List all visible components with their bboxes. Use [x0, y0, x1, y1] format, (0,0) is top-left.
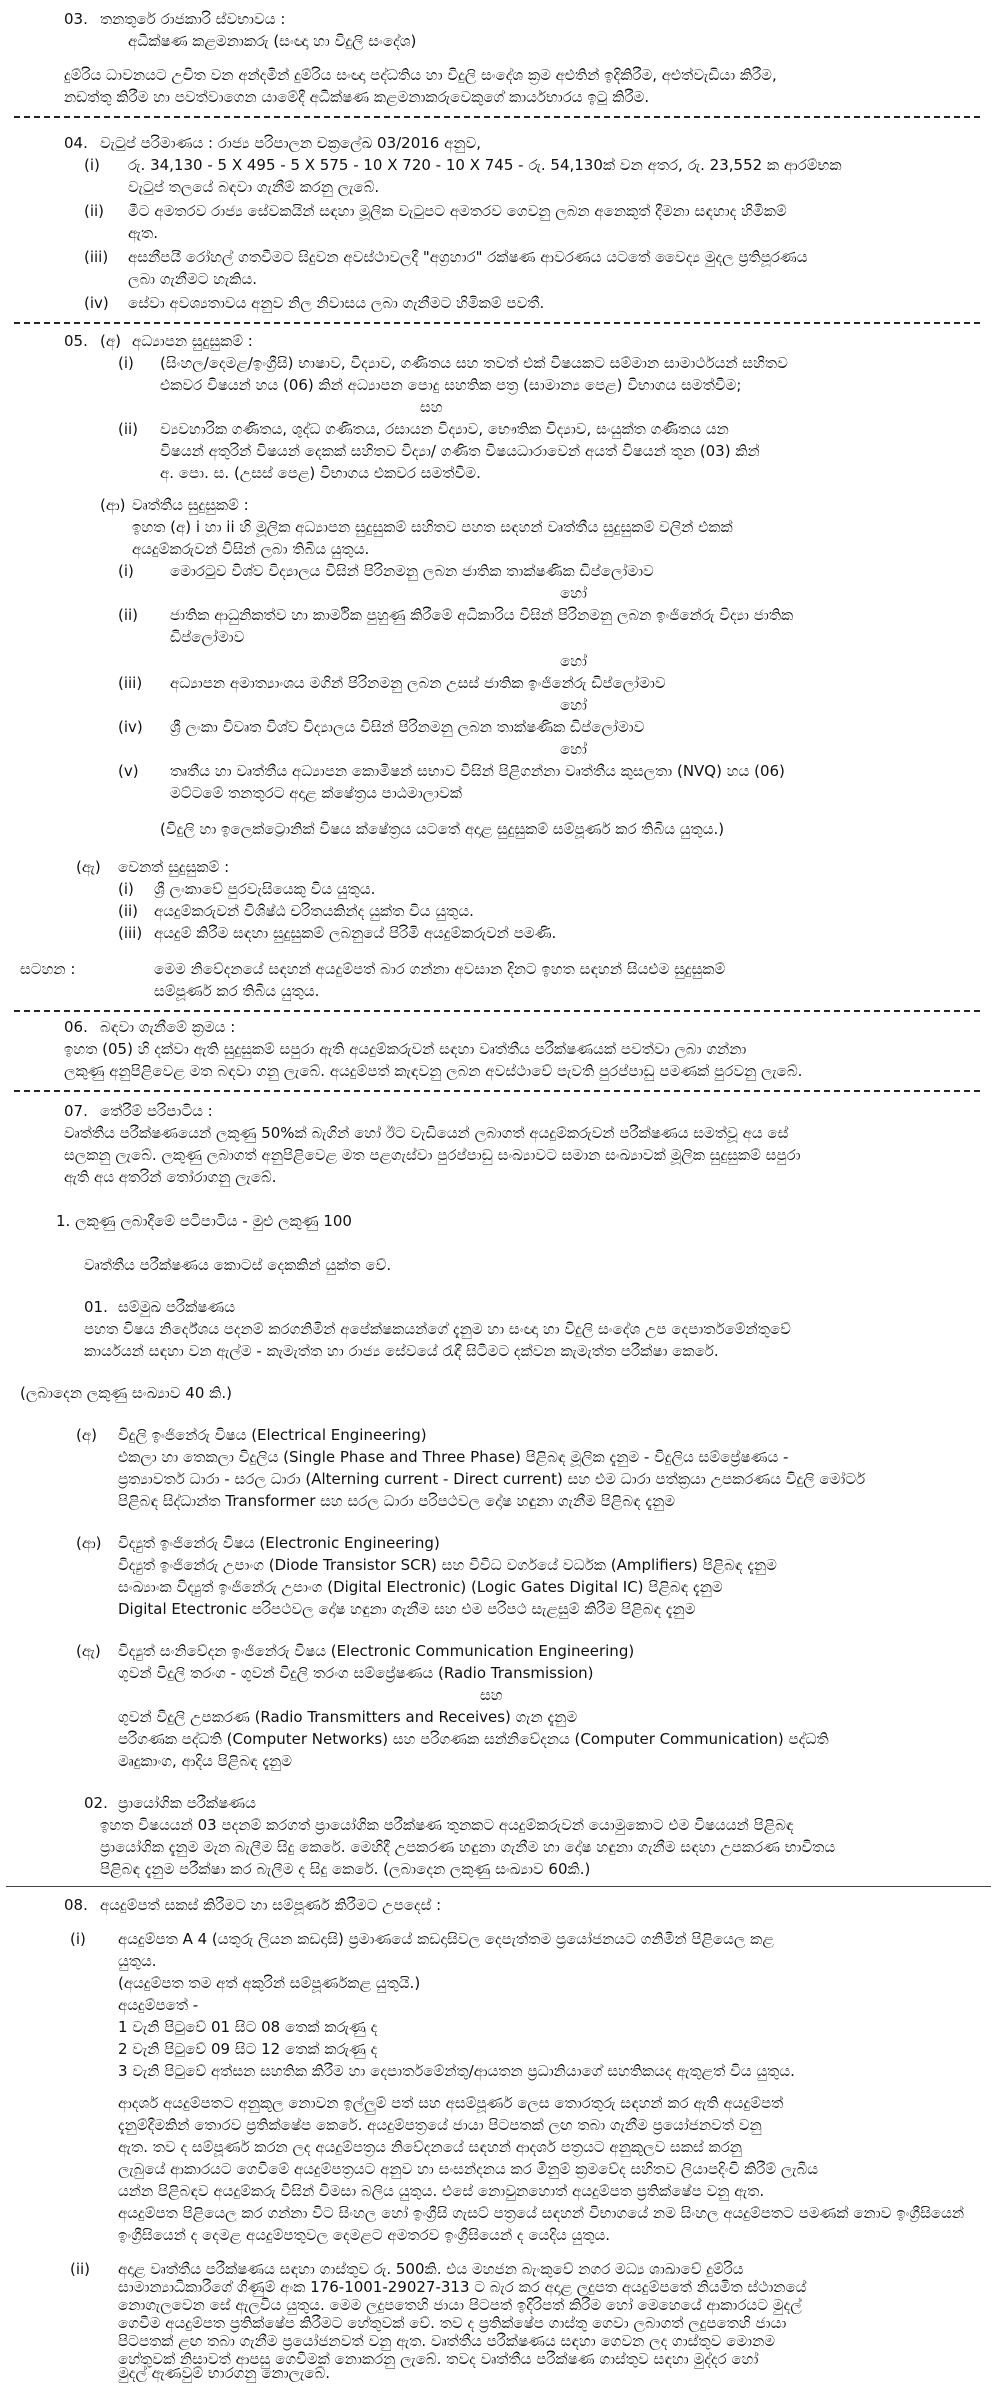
section-07-number: 07. [64, 1102, 88, 1120]
fee-line: අදාළ වෘත්තීය පරීක්ෂණය සඳහා ගාස්තුව රු. 500කි. එය මහජන බැංකුවේ නගර මධ්‍ය ශාඛාවේ දුම්රිය [118, 2260, 744, 2278]
or-connector: හෝ [560, 584, 587, 602]
section-03-body-line: දුම්රිය ධාවනයට උචිත වන අන්දමින් දුම්රිය සංඥා පද්ධතිය හා විදුලි සංදේශ ක්‍රම අළුතින් ඉදිකිරීම, අළුත්වැඩියා කිරීම, [64, 66, 777, 84]
marks-title: 1. ලකුණු ලබාදීමේ පටිපාටිය - මුළු ලකුණු 100 [56, 1212, 352, 1230]
instruction-line: යුතුය. [118, 1952, 157, 1970]
interview-title: සම්මුඛ පරීක්ෂණය [118, 1298, 236, 1316]
section-06-number: 06. [64, 1018, 88, 1036]
fee-line: මුදල් ඇණවුම් භාරගනු නොලැබේ. [118, 2364, 331, 2382]
section-04-title: වැටුප් පරිමාණය : රාජ්‍ය පරිපාලන චක්‍රලේඛ 03/2016 අනුව, [100, 134, 482, 152]
instruction-line: අයදුම්පත A 4 (යතුරු ලියන කඩදාසි) ප්‍රමාණයේ කඩදාසිවල දෙපැත්තම ප්‍රයෝජනයට ගනිමින් පිළියෙල කළ [118, 1930, 774, 1948]
subject-line: ගුවන් විදුලි තරංග - ගුවන් විදුලි තරංග සම්ප්‍රේෂණය (Radio Transmission) [118, 1664, 594, 1682]
ol-requirement-line: (සිංහල/දෙමළ/ඉංග්‍රීසි) භාෂාව, විද්‍යාව, ගණිතය සහ තවත් එක් විෂයකට සම්මාන සාමාර්ථයන් සහිතව [160, 354, 788, 372]
item-marker: (ii) [118, 420, 139, 438]
section-04-number: 04. [64, 134, 88, 152]
item-marker: (iii) [84, 248, 109, 266]
other-title: වෙනත් සුදුසුකම් : [118, 858, 230, 876]
subject-line: එකලා හා තෙකලා විදුලිය (Single Phase and Three Phase) පිළිබඳ මූලික දැනුම - විදුලිය සම්ප්‍රේෂණය - [118, 1448, 789, 1466]
instruction-line: 2 වැනි පිටුවේ 09 සිට 12 තෙක් කරුණු ද [118, 2040, 378, 2058]
diploma-line: අධ්‍යාපන අමාත්‍යාංශය මගින් පිරිනමනු ලබන උසස් ජාතික ඉංජිනේරු ඩිප්ලෝමාව [170, 674, 666, 692]
item-marker: (iii) [118, 674, 143, 692]
item-marker: (ii) [70, 2260, 91, 2278]
note-label: සටහන : [20, 960, 76, 978]
salary-line: රු. 34,130 - 5 X 495 - 5 X 575 - 10 X 720 - 10 X 745 - රු. 54,130ක් වන අතර, රු. 23,552 ක ආරම්භක [128, 156, 842, 174]
quarters-line: සේවා අවශ්‍යතාවය අනුව නිල නිවාසය ලබා ගැනීමට හිමිකම් පවතී. [128, 294, 545, 312]
section-07-title: තේරීම් පරිපාටිය : [100, 1102, 213, 1120]
section-06-title: බඳවා ගැනීමේ ක්‍රමය : [100, 1018, 236, 1036]
diploma-line: තෘතීය හා වෘත්තීය අධ්‍යාපන කොමිෂන් සභාව විසින් පිළිගන්නා වෘත්තීය කුසලතා (NVQ) හය (06) [170, 762, 785, 780]
item-marker: (i) [118, 354, 134, 372]
subject-line: සංඛ්‍යාංක විද්‍යුත් ඉංජිනේරු උපාංග (Digital Electronic) (Logic Gates Digital IC) පිළිබඳ දැනුම [118, 1578, 723, 1596]
item-marker: (iv) [118, 718, 143, 736]
recruitment-line: ලකුණු අනුපිළිවෙළ මත බඳවා ගනු ලැබේ. අයදුම්පත් කැඳවනු ලබන අවස්ථාවේ පැවති පුරප්පාඩු පමණක් පුරවනු ලැබේ. [64, 1062, 803, 1080]
al-requirement-line: විෂයන් අතුරින් විෂයන් දෙකක් සහිතව විද්‍යා/ ගණිත විෂයධාරාවෙන් අයත් විෂයන් තුන (03) කින් [160, 442, 760, 460]
item-marker: (iv) [84, 294, 109, 312]
selection-line: වෘත්තීය පරීක්ෂණයෙන් ලකුණු 50%ක් බැගින් හෝ ඊට වැඩියෙන් ලබාගත් අයදුම්කරුවන් පරීක්ෂණය සමත්වූ අය සේ [64, 1124, 789, 1142]
subject-marker: (අ) [76, 1426, 97, 1444]
divider [6, 1886, 991, 1887]
divider [14, 322, 980, 324]
practical-line: ඉහත විෂයයන් 03 පදනම් කරගත් ප්‍රායෝගික පරීක්ෂණ තුනකට අයදුම්කරුවන් යොමුකොට එම විෂයයන් පිළිබඳ [100, 1816, 794, 1834]
subject-line: පිළිබඳ සිද්ධාන්ත Transformer සහ සරල ධාරා පරිපථවල දෝෂ හඳුනා ගැනීම පිළිබඳ දැනුම [118, 1492, 676, 1510]
diploma-line: මොරටුව විශ්ව විද්‍යාලය විසින් පිරිනමනු ලබන ජාතික තාක්ෂණික ඩිප්ලෝමාව [170, 562, 654, 580]
al-requirement-line: අ. පො. ස. (උසස් පෙළ) විභාගය එකවර සමත්වීම. [160, 464, 481, 482]
salary-line: වැටුප් තලයේ බඳවා ගැනීම් කරනු ලැබේ. [128, 178, 380, 196]
item-marker: (ii) [84, 202, 105, 220]
instruction-line: අයදුම්පතේ - [118, 1996, 199, 2014]
selection-line: සලකනු ලැබේ. ලකුණු ලබාගත් අනුපිළිවෙළ මත පළගැස්වා පුරප්පාඩු සංඛ්‍යාවට සමාන සංඛ්‍යාවක් මූලික සුදුසුකම් සපුරා [64, 1146, 801, 1164]
other-requirement: අයදුම් කිරීම සඳහා සුදුසුකම් ලබනුයේ පිරිමි අයදුම්කරුවන් පමණි. [154, 924, 557, 942]
divider [14, 1010, 980, 1012]
interview-number: 01. [84, 1298, 108, 1316]
practical-line: පිළිබඳ දැනුම පරීක්ෂා කර බැලීම ද සිදු කෙරේ. (ලබාදෙන ලකුණු සංඛ්‍යාව 60කි.) [100, 1860, 591, 1878]
item-marker: (i) [118, 562, 134, 580]
practical-line: ප්‍රායෝගික දැනුම මැන බැලීම සිදු කෙරේ. මෙහිදී උපකරණ හඳුනා ගැනීම හා දෝෂ හඳුනා ගැනීම සඳහා උපකරණ භාවිතය [100, 1838, 836, 1856]
instruction-para-line: ඉංග්‍රීසියෙන් ද දෙමළ අයදුම්පතුවල දෙමළට අමතරව ඉංග්‍රීසියෙන් ද යෙදිය යුතුය. [118, 2226, 611, 2244]
item-marker: (i) [70, 1930, 86, 1948]
insurance-line: ලබා ගැනීමට හැකිය. [128, 270, 258, 288]
subject-line: පරිගණක පද්ධති (Computer Networks) සහ පරිගණක සන්නිවේදනය (Computer Communication) පද්ධති [118, 1730, 829, 1748]
instruction-para-line: අයදුම්පත පිළියෙල කර ගන්නා විට සිංහල හෝ ඉංග්‍රීසි ගැසට් පත්‍රයේ සඳහන් විභාගයේ නම සිංහල අයදුම්පතට පමණක් නොව ඉංග්‍රීසියෙන් [118, 2204, 965, 2222]
professional-note: (විදුලි හා ඉලෙක්ට්‍රොනික් විෂය ක්ෂේත්‍රය යටතේ අදාළ සුදුසුකම් සම්පූර්ණ කර තිබිය යුතුය.) [160, 820, 725, 838]
subject-heading: විද්‍යුත් ඉංජිනේරු විෂය (Electronic Engineering) [118, 1534, 440, 1552]
fee-line: ගෙවීම අයදුම්පත ප්‍රතික්ෂේප කිරීමට හේතුවක් වේ. තව ද ප්‍රතික්ෂේප ගාස්තු ගෙවා ලබාගත් ලදුපතෙහි ජායා [118, 2314, 787, 2332]
subject-line: විද්‍යුත් ඉංජිනේරු උපාංග (Diode Transistor SCR) සහ විවිධ වර්ගයේ වර්ධක (Amplifiers) පිළිබඳ දැනුම [118, 1556, 777, 1574]
fee-line: නොගැලවෙන සේ ඇලවිය යුතුය. මෙම ලදුපතෙහි ජායා පිටපත් ඉදිරිපත් කිරීම හෝ මෙහෙයේ ආකාරයට මුදල් [118, 2296, 802, 2314]
and-connector: සහ [420, 398, 443, 416]
allowance-line: ඇත. [128, 224, 158, 242]
item-marker: (i) [84, 156, 100, 174]
note-line: මෙම නිවේදනයේ සඳහන් අයදුම්පත් බාර ගන්නා අවසාන දිනට ඉහත සඳහන් සියළුම සුදුසුකම් [154, 960, 726, 978]
other-requirement: ශ්‍රී ලංකාවේ පුරවැසියෙකු විය යුතුය. [154, 880, 376, 898]
subject-line: Digital Etectronic පරිපථවල දෝෂ හඳුනා ගැනීම සහ එම පරිපථ සැළසුම් කිරීම පිළිබඳ දැනුම [118, 1600, 696, 1618]
section-08-title: අයදුම්පත් සකස් කිරීමට හා සම්පූර්ණ කිරීමට උපදෙස් : [100, 1896, 442, 1914]
section-03-title: තනතුරේ රාජකාරි ස්වභාවය : [100, 10, 286, 28]
instruction-para-line: යන්න පිළිබඳව අයදුම්කරු විසින් විමසා බලිය යුතුය. එසේ නොවුනහොත් අයදුම්පත ප්‍රතික්ෂේප වනු ඇත. [118, 2182, 765, 2200]
diploma-line: මට්ටමේ තනතුරට අදාළ ක්ෂේත්‍රය පාඨමාලාවක් [170, 784, 462, 802]
subject-heading: විද්‍යුත් සංනිවේදන ඉංජිනේරු විෂය (Electronic Communication Engineering) [118, 1642, 635, 1660]
professional-title: වෘත්තීය සුදුසුකම් : [132, 496, 249, 514]
professional-intro-line: අයදුම්කරුවන් විසින් ලබා තිබිය යුතුය. [132, 540, 370, 558]
professional-intro-line: ඉහත (අ) i හා ii හි මූලික අධ්‍යාපන සුදුසුකම් සහිතව පහත සඳහන් වෘත්තීය සුදුසුකම් වලින් එකක් [132, 518, 733, 536]
ol-requirement-line: එකවර විෂයන් හය (06) කින් අධ්‍යාපන පොදු සහතික පත්‍ර (සාමාන්‍ය පෙළ) විභාගය සමත්වීම; [160, 376, 742, 394]
item-marker: (i) [118, 880, 134, 898]
practical-title: ප්‍රායෝගික පරීක්ෂණය [118, 1794, 256, 1812]
subject-marker: (ඇ) [76, 1642, 101, 1660]
diploma-line: ශ්‍රී ලංකා විවෘත විශ්ව විද්‍යාලය විසින් පිරිනමනු ලබන තාක්ෂණික ඩිප්ලෝමාව [170, 718, 645, 736]
or-connector: හෝ [560, 740, 587, 758]
instruction-line: (අයදුම්පත තම අත් අකුරින් සම්පූර්ණකළ යුතුයි.) [118, 1974, 421, 1992]
item-marker: (ii) [118, 902, 139, 920]
diploma-line: ජාතික ආධුනිකත්ව හා කාර්මික පුහුණු කිරීමේ අධිකාරිය විසින් පිරිනමනු ලබන ඉංජිනේරු විද්‍යා ජාතික [170, 606, 794, 624]
al-requirement-line: ව්‍යවහාරික ගණිතය, ශුද්ධ ගණිතය, රසායන විද්‍යාව, භෞතික විද්‍යාව, සංයුක්ත ගණිතය යන [160, 420, 729, 438]
sub-marker: (අ) [100, 332, 121, 350]
subject-heading: විදුලි ඉංජිනේරු විෂය (Electrical Engineering) [118, 1426, 427, 1444]
other-requirement: අයදුම්කරුවන් විශිෂ්ඨ චරිතයකින්ද යුක්ත විය යුතුය. [154, 902, 474, 920]
instruction-para-line: ලැබුයේ ආකාරයට ගෙවීමේ අයදුම්පත්‍රයට අනුව හා සංසන්දනය කර මිනුම් ක්‍රමවේද සහිතව ලියාපදිංචි කිරීම් ලැබිය [118, 2160, 819, 2178]
section-03-subtitle: අධීක්ෂණ කළමනාකරු (සංඥා හා විදුලි සංදේශ) [128, 32, 417, 50]
allowance-line: මීට අමතරව රාජ්‍ය සේවකයින් සඳහා මූලික වැටුපට අමතරව ගෙවනු ලබන අනෙකුත් දීමනා සඳහාද හිමිකම් [128, 202, 787, 220]
item-marker: (ii) [118, 606, 139, 624]
fee-line: සාමාන්‍යාධිකාරීගේ ගිණුම් අංක 176-1001-29027-313 ට බැර කර අදාළ ලදුපත අයදුම්පතේ නියමිත ස්ථානයේ [118, 2278, 807, 2296]
diploma-line: ඩිප්ලෝමාව [170, 628, 245, 646]
divider [14, 116, 980, 118]
education-title: අධ්‍යාපන සුදුසුකම් : [132, 332, 253, 350]
sub-marker: (ඇ) [76, 858, 101, 876]
insurance-line: අසනීපයී රෝහල් ගතවීමට සිදුවන අවස්ථාවලදී "අග්‍රහාර" රක්ෂණ ආවරණය යටතේ වෛද්‍ය මුදල ප්‍රතිපූරණය [128, 248, 808, 266]
subject-line: ගුවන් විදුලි උපකරණ (Radio Transmitters and Receives) ගැන දැනුම [118, 1708, 578, 1726]
subject-line: ප්‍රත්‍යාවර්ත ධාරා - සරල ධාරා (Alterning current - Direct current) සහ එම ධාරා පත්ක්‍රයා උපකරණය විදුලි මෝටර් [118, 1470, 866, 1488]
instruction-line: 1 වැනි පිටුවේ 01 සිට 08 තෙක් කරුණු ද [118, 2018, 378, 2036]
instruction-para-line: දැනුම්දීමකින් තොරව ප්‍රතික්ෂේප කෙරේ. අයදුම්පත්‍රයේ ජායා පිටපතක් ලඟ තබා ගැනීම ප්‍රයෝජනවත් වනු [118, 2116, 762, 2134]
section-08-number: 08. [64, 1896, 88, 1914]
section-05-number: 05. [64, 332, 88, 350]
recruitment-line: ඉහත (05) හි දක්වා ඇති සුදුසුකම් සපුරා ඇති අයදුම්කරුවන් සඳහා වෘත්තීය පරීක්ෂණයක් පවත්වා ලබා ගන්නා [64, 1040, 747, 1058]
subject-line: මෘදුකාංග, ආදිය පිළිබඳ දැනුම [118, 1752, 292, 1770]
sub-marker: (ආ) [100, 496, 126, 514]
interview-marks: (ලබාදෙන ලකුණු සංඛ්‍යාව 40 කි.) [20, 1384, 232, 1402]
instruction-line: 3 වැනි පිටුවේ අත්සන සහතික කිරීම හා දෙපාර්තමේන්තු/ආයතන ප්‍රධානියාගේ සහතිකයද ඇතුළත් විය යුතුය. [118, 2062, 795, 2080]
and-connector: සහ [480, 1686, 503, 1704]
note-line: සම්පූර්ණ කර තිබිය යුතුය. [154, 982, 320, 1000]
section-03-body-line: නඩත්තු කිරීම හා පවත්වාගෙන යාමේදී අධීක්ෂණ කළමනාකරුවෙකුගේ කාර්යභාරය ඉටු කිරීම. [64, 88, 650, 106]
or-connector: හෝ [560, 696, 587, 714]
item-marker: (iii) [118, 924, 143, 942]
interview-line: පහත විෂය නිර්දේශය පදනම් කරගනිමින් අපේක්ෂකයන්ගේ දැනුම හා සංඥා හා විදුලි සංදේශ උප දෙපාර්තමේන්තුවේ [84, 1320, 791, 1338]
two-parts-line: වෘත්තීය පරීක්ෂණය කොටස් දෙකකින් යුක්ත වේ. [84, 1256, 392, 1274]
instruction-para-line: ආදර්ශ අයදුම්පතට අනුකූල නොවන ඉල්ලුම් පත් සහ අසම්පූර්ණ ලෙස තොරතුරු සඳහන් කර ඇති අයදුම්පත් [118, 2094, 784, 2112]
instruction-para-line: ඇත. තව ද සම්පූර්ණ කරන ලද අයදුම්පත්‍රය නිවේදනයේ සඳහන් ආදර්ශ පත්‍රයට අනුකූලව සකස් කරනු [118, 2138, 742, 2156]
section-03-number: 03. [64, 10, 88, 28]
fee-line: හේතුවක් නිසාවත් ආපසු ගෙවීමක් නොකරනු ලැබේ. තවද වෘත්තීය පරීක්ෂණ ගාස්තුව සඳහා මුද්දර හෝ [118, 2350, 759, 2368]
selection-line: ඇති අය අතරින් තෝරාගනු ලැබේ. [64, 1168, 277, 1186]
item-marker: (v) [118, 762, 139, 780]
practical-number: 02. [84, 1794, 108, 1812]
subject-marker: (ආ) [76, 1534, 102, 1552]
interview-line: කාර්යයන් සඳහා වන ඇල්ම - කැමැත්ත හා රාජ්‍ය සේවයේ රැඳී සිටීමට දක්වන කැමැත්ත පරීක්ෂා කෙරේ. [84, 1342, 719, 1360]
divider [14, 1090, 980, 1092]
fee-line: පිටපතක් ළඟ තබා ගැනීම ප්‍රයෝජනවත් වනු ඇත. වෘත්තීය පරීක්ෂණය සඳහා ගෙවන ලද ගාස්තුව මොනම [118, 2332, 776, 2350]
or-connector: හෝ [560, 652, 587, 670]
